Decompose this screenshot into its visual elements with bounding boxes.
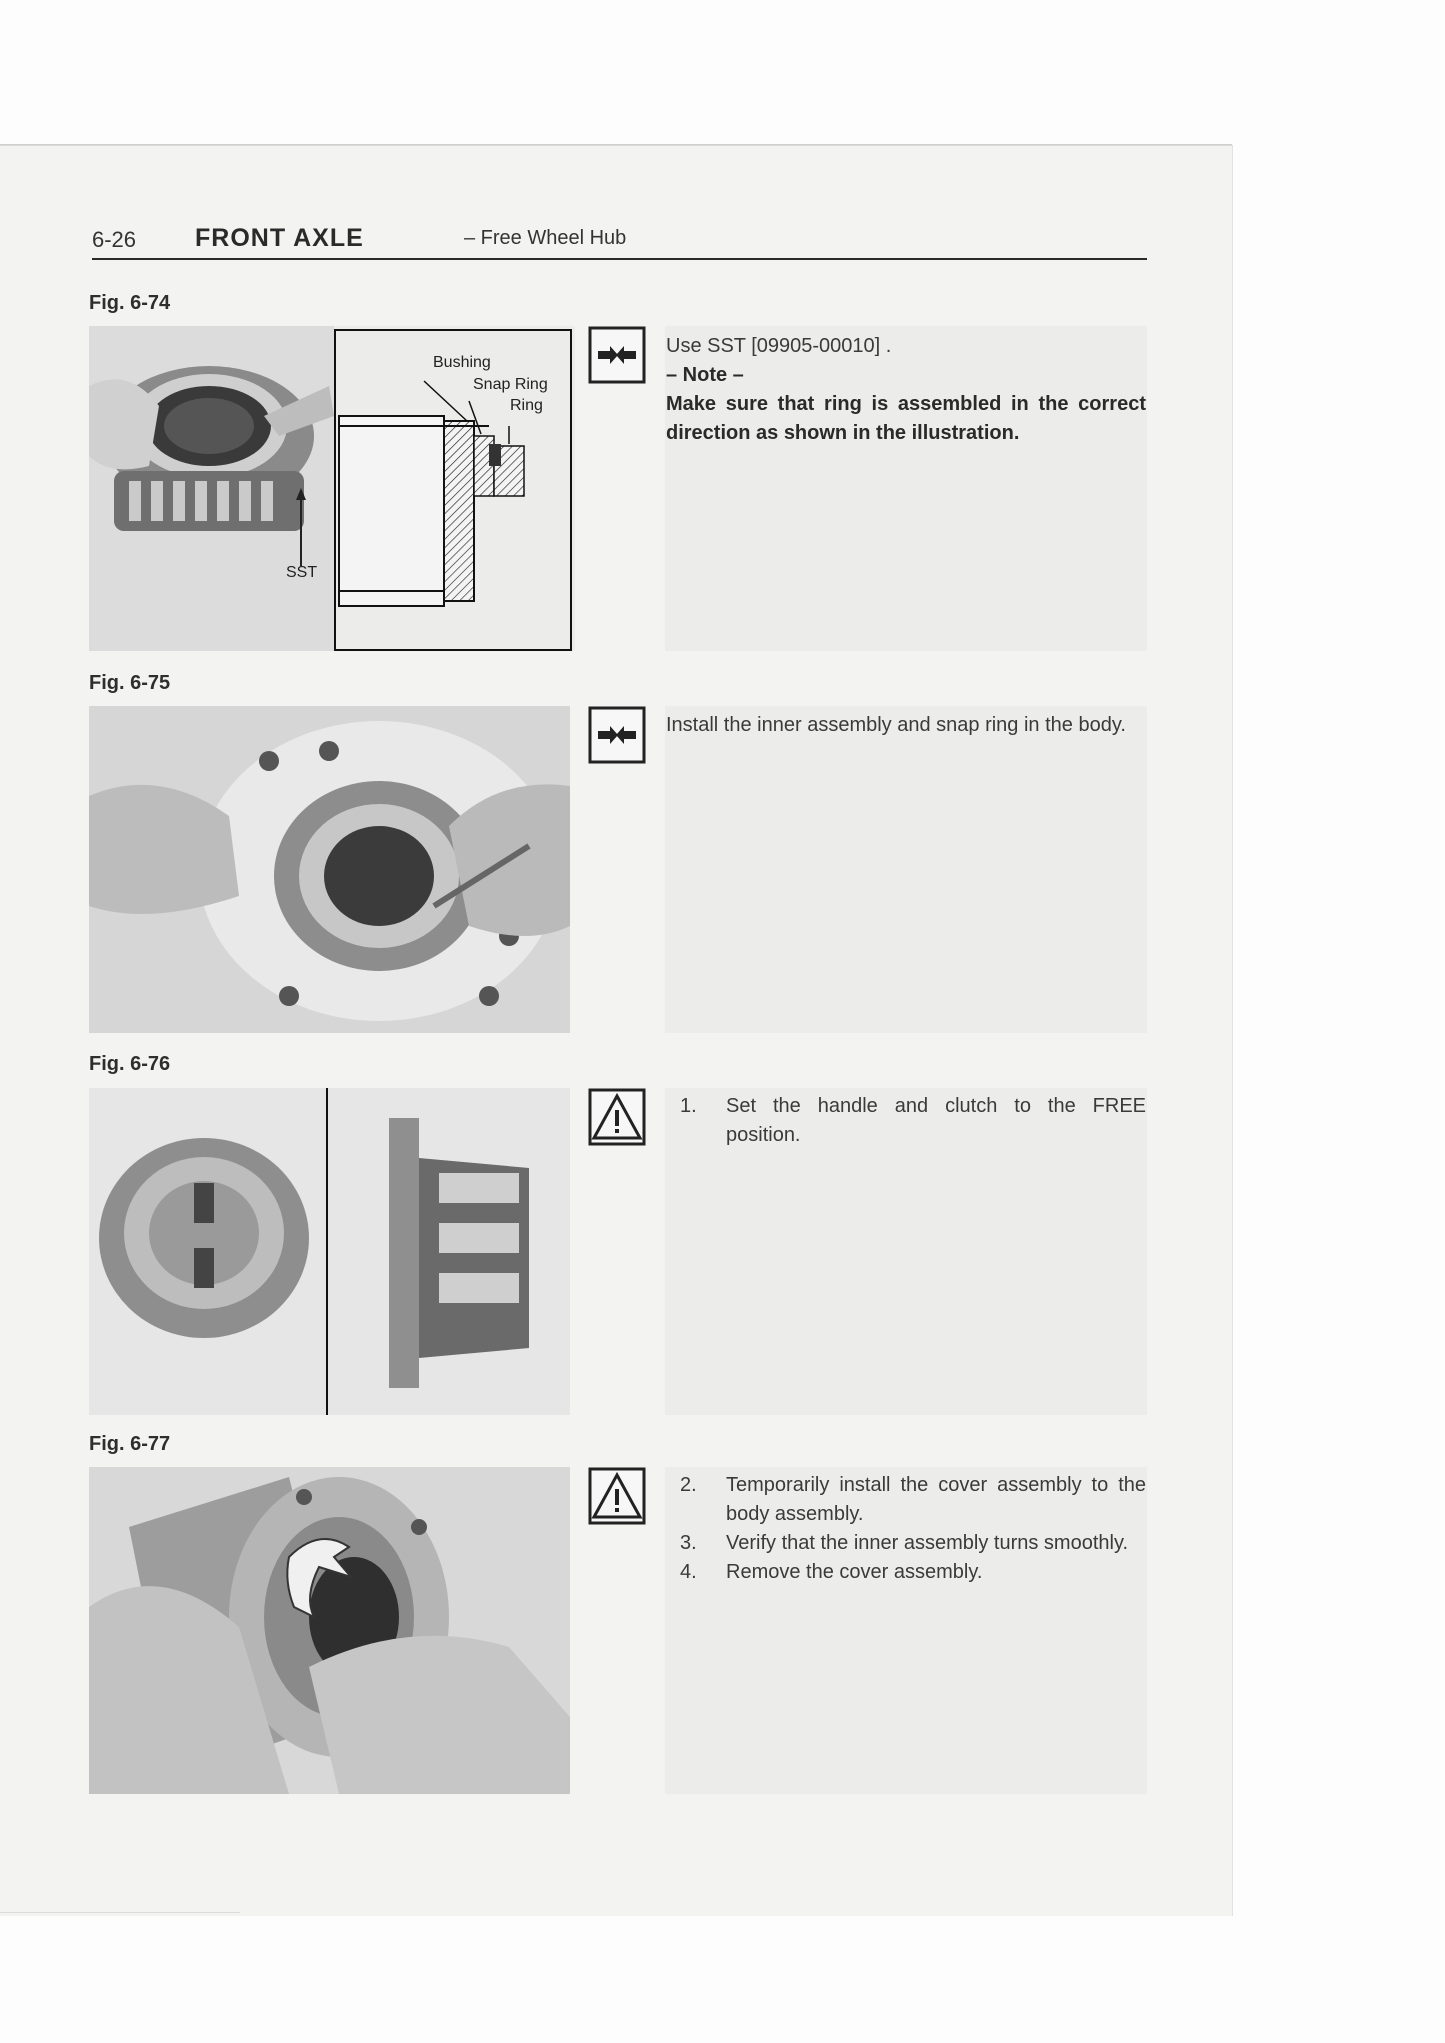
adjacent-page-bleed	[665, 706, 1147, 1033]
step-number: 3.	[680, 1532, 697, 1554]
figure-label: Fig. 6-77	[89, 1433, 171, 1455]
step-text: Verify that the inner assembly turns smoothly.	[726, 1532, 1129, 1554]
caution-triangle-icon	[588, 1088, 646, 1146]
step-item	[680, 1529, 1146, 1558]
fig-6-76-image	[89, 1088, 570, 1415]
fig-6-74-text	[666, 332, 1146, 448]
note-title: – Note –	[666, 364, 744, 386]
figure-label: Fig. 6-76	[89, 1053, 171, 1075]
step-item	[680, 1558, 1146, 1587]
fig-6-77-image	[89, 1467, 570, 1794]
figure-label: Fig. 6-75	[89, 672, 171, 694]
header-rule	[92, 258, 1147, 260]
caution-triangle-icon	[588, 1467, 646, 1525]
fig-6-76-steps	[680, 1092, 1146, 1150]
step-text: Set the handle and clutch to the FREE position.	[726, 1095, 1146, 1146]
page-number: 6-26	[92, 227, 137, 252]
install-arrows-icon	[588, 326, 646, 384]
page-header	[92, 224, 1147, 262]
callout-ring: Ring	[510, 397, 543, 414]
fig-6-75-text: Install the inner assembly and snap ring in the body.	[666, 714, 1126, 736]
fig-6-75-image	[89, 706, 570, 1033]
step-number: 4.	[680, 1561, 697, 1583]
section-title: FRONT AXLE	[195, 224, 364, 252]
step-item	[680, 1092, 1146, 1150]
step-text: Remove the cover assembly.	[726, 1561, 983, 1583]
fig-6-74-image	[89, 326, 575, 651]
subsection-title: – Free Wheel Hub	[464, 227, 627, 249]
callout-bushing: Bushing	[433, 354, 491, 371]
callout-sst: SST	[286, 564, 318, 581]
note-body: Make sure that ring is assembled in the correct direction as shown in the illustration.	[666, 393, 1146, 444]
step-text: Temporarily install the cover assembly to the body assembly.	[726, 1474, 1146, 1525]
fig-6-77-steps	[680, 1471, 1146, 1587]
callout-snap-ring: Snap Ring	[473, 376, 548, 393]
install-arrows-icon	[588, 706, 646, 764]
step-number: 1.	[680, 1095, 697, 1117]
sst-instruction: Use SST [09905-00010] .	[666, 335, 892, 357]
step-number: 2.	[680, 1474, 697, 1496]
scan-mark	[0, 1912, 240, 1913]
step-item	[680, 1471, 1146, 1529]
figure-label: Fig. 6-74	[89, 292, 171, 314]
